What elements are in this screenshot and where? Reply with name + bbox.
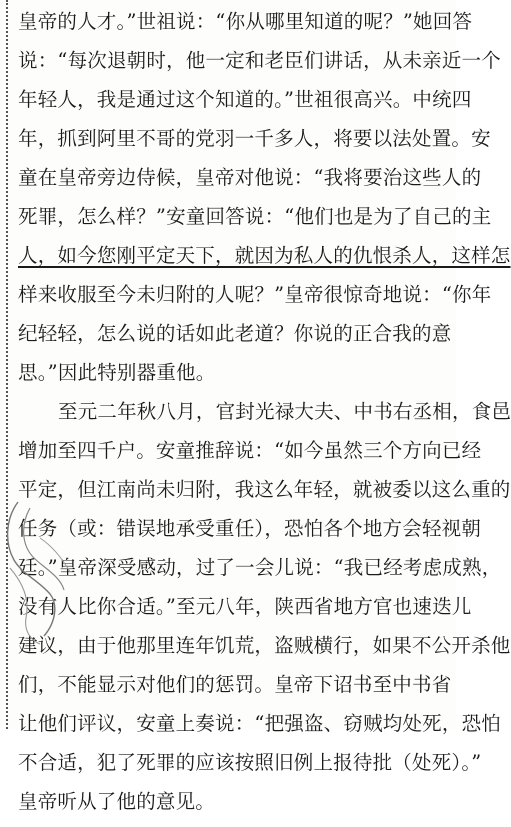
body-text: [18, 8, 511, 827]
text-line: 平定，但江南尚未归附，我这么年轻，就被委以这么重的: [18, 478, 511, 501]
text-line: 皇帝听从了他的意见。: [18, 790, 216, 813]
text-line: 年轻人，我是通过这个知道的。”世祖很高兴。中统四: [18, 88, 472, 111]
text-line: 让他们评议，安童上奏说：“把强盗、窃贼均处死，恐怕: [18, 712, 501, 735]
text-line: 廷。”皇帝深受感动，过了一会儿说：“我已经考虑成熟，: [18, 556, 502, 579]
paragraph-start-line: 至元二年秋八月，官封光禄大夫、中书右丞相，食邑: [58, 400, 511, 423]
text-line: 说：“每次退朝时，他一定和老臣们讲话，从未亲近一个: [18, 49, 501, 72]
text-line: 没有人比你合适。”至元八年，陕西省地方官也速迭儿: [18, 595, 472, 618]
text-line: 们，不能显示对他们的惩罚。皇帝下诏书至中书省: [18, 673, 452, 696]
text-line: 童在皇帝旁边侍候，皇帝对他说：“我将要治这些人的: [18, 166, 482, 189]
text-line-underlined: [18, 242, 511, 281]
text-line: 纪轻轻，怎么说的话如此老道？你说的正合我的意: [18, 322, 452, 345]
text-line: 任务（或：错误地承受重任），恐怕各个地方会轻视朝: [18, 517, 482, 540]
text-line: 不合适，犯了死罪的应该按照旧例上报待批（处死）。”: [18, 751, 482, 774]
underlined-sentence: 人，如今您刚平定天下，就因为私人的仇恨杀人，这样怎: [18, 244, 511, 267]
text-line: 死罪，怎么样？”安童回答说：“他们也是为了自己的主: [18, 205, 492, 228]
text-line: 思。”因此特别器重他。: [18, 361, 216, 384]
text-line: 年，抓到阿里不哥的党羽一千多人，将要以法处置。安: [18, 127, 491, 150]
text-line: 建议，由于他那里连年饥荒，盗贼横行，如果不公开杀他: [18, 634, 511, 657]
binding-dotted-line: [6, 0, 8, 729]
text-line: 样来收服至今未归附的人呢？”皇帝很惊奇地说：“你年: [18, 283, 492, 306]
text-line: 皇帝的人才。”世祖说：“你从哪里知道的呢？”她回答: [18, 10, 473, 33]
text-line: 增加至四千户。安童推辞说：“如今虽然三个方向已经: [18, 439, 482, 462]
